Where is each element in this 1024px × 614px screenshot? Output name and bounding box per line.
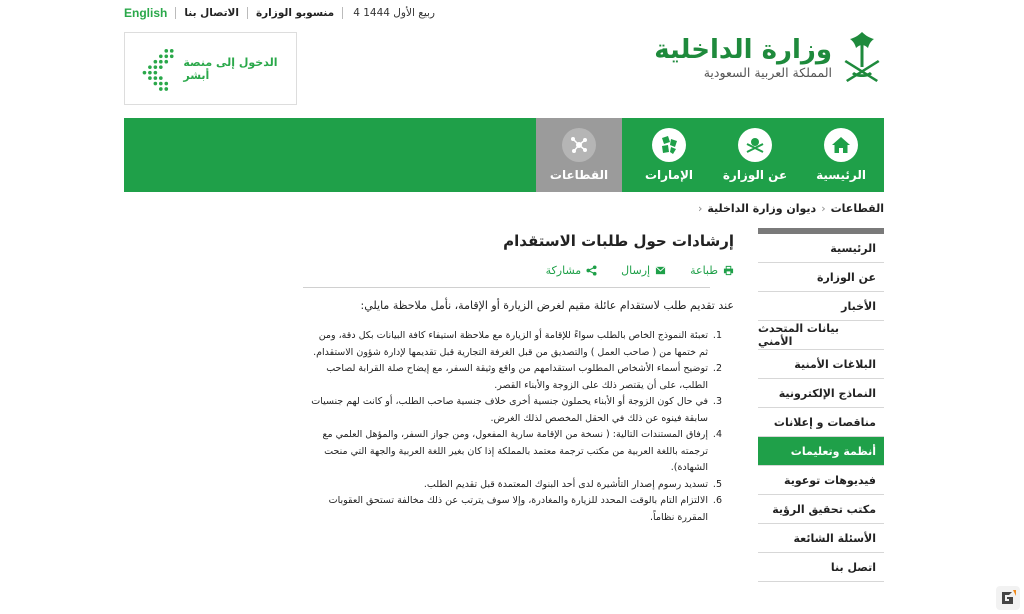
list-item: 4. إرفاق المستندات التالية: ( نسخة من الإقامة سارية المفعول، ومن جواز السفر، والمؤهل العلمي مع ترجمته باللغة العربية من مكتب ترجمة معتمد بالمملكة إذا كان بغير اللغة العربية والجهة التي منحت الشهادة). xyxy=(322,429,722,473)
logo-title: وزارة الداخلية xyxy=(654,35,832,65)
sidebar-item-e-forms[interactable]: النماذج الإلكترونية xyxy=(758,379,884,408)
ministry-logo[interactable] xyxy=(654,28,884,88)
list-item: 6. الالتزام التام بالوقت المحدد للزيارة والمغادرة، وإلا سوف يترتب عن ذلك مخالفة تستحق العقوبات المقررة نظاماً. xyxy=(328,495,722,523)
chevron-left-icon: ‹ xyxy=(821,202,826,215)
sidebar-item-news[interactable]: الأخبار xyxy=(758,292,884,321)
share-icon xyxy=(586,265,597,276)
absher-label: الدخول إلى منصة أبشر xyxy=(183,55,278,82)
nav-regions[interactable] xyxy=(626,118,712,192)
home-icon xyxy=(824,128,858,162)
share-label: مشاركة xyxy=(545,264,582,277)
nav-label: القطاعات xyxy=(549,168,609,182)
nav-home[interactable] xyxy=(798,118,884,192)
sidebar-item-about[interactable]: عن الوزارة xyxy=(758,263,884,292)
list-item: 1. تعبئة النموذج الخاص بالطلب سواءً للإقامة أو الزيارة مع ملاحظة استيفاء كافة البيانات بكل دقة، ومن ثم ختمها من ( صاحب العمل ) والتصديق من قبل الغرفة التجارية قبل تقديمها لإدارة شؤون الاستقدام. xyxy=(313,330,722,358)
sidebar-item-tenders[interactable]: مناقصات و إعلانات xyxy=(758,408,884,437)
nav-label: الرئيسية xyxy=(816,168,866,182)
list-item: 3. في حال كون الزوجة أو الأبناء يحملون جنسية أخرى خلاف جنسية صاحب الطلب، أو كانت لهم جنسيات سابقة فينوه عن ذلك في الحقل المخصص لذلك الغرض. xyxy=(311,396,722,424)
print-label: طباعة xyxy=(690,264,718,277)
nav-label: الإمارات xyxy=(644,168,694,182)
main-nav xyxy=(124,118,884,192)
separator xyxy=(342,7,343,19)
list-item: 2. توضيح أسماء الأشخاص المطلوب استقدامهم من واقع وثيقة السفر، مع إيضاح صلة القرابة لصاحب الطلب، على أن يقتصر ذلك على الزوجة والأبناء القصر. xyxy=(326,363,722,391)
regions-icon xyxy=(652,128,686,162)
contact-link[interactable]: الاتصال بنا xyxy=(184,7,239,19)
sidebar xyxy=(758,228,884,582)
sidebar-item-regulations[interactable]: أنظمة وتعليمات xyxy=(758,437,884,466)
english-link[interactable]: English xyxy=(124,6,168,20)
sidebar-item-home[interactable]: الرئيسية xyxy=(758,234,884,263)
staff-link[interactable]: منسوبو الوزارة xyxy=(255,7,335,19)
network-icon xyxy=(562,128,596,162)
breadcrumb-diwan[interactable]: ديوان وزارة الداخلية xyxy=(707,202,817,215)
nav-sectors[interactable] xyxy=(536,118,622,192)
separator xyxy=(175,7,176,19)
chevron-left-icon: ‹ xyxy=(697,202,703,215)
absher-login-button[interactable] xyxy=(124,32,297,105)
divider xyxy=(303,287,710,288)
print-button[interactable] xyxy=(690,264,734,277)
breadcrumb xyxy=(693,202,884,215)
action-bar xyxy=(522,264,734,277)
send-label: إرسال xyxy=(621,264,651,277)
emblem-icon xyxy=(738,128,772,162)
guidelines-list xyxy=(308,328,722,526)
nav-label: عن الوزارة xyxy=(722,168,788,182)
hijri-date: 4 ربيع الأول 1444 xyxy=(353,7,435,19)
page-title: إرشادات حول طلبات الاستقدام xyxy=(503,232,734,250)
intro-text: عند تقديم طلب لاستقدام عائلة مقيم لغرض الزيارة أو الإقامة، نأمل ملاحظة مايلي: xyxy=(360,299,734,312)
send-button[interactable] xyxy=(621,264,666,277)
logo-subtitle: المملكة العربية السعودية xyxy=(703,65,832,80)
sidebar-item-security-reports[interactable]: البلاغات الأمنية xyxy=(758,350,884,379)
top-bar xyxy=(124,0,884,26)
sidebar-item-spokesman[interactable]: بيانات المتحدث الأمني xyxy=(758,321,884,350)
nav-about[interactable] xyxy=(712,118,798,192)
list-item: 5. تسديد رسوم إصدار التأشيرة لدى أحد البنوك المعتمدة قبل تقديم الطلب. xyxy=(423,478,722,490)
sidebar-item-videos[interactable]: فيديوهات توعوية xyxy=(758,466,884,495)
sidebar-item-vision-office[interactable]: مكتب تحقيق الرؤية xyxy=(758,495,884,524)
envelope-icon xyxy=(655,265,666,276)
saudi-emblem-icon xyxy=(840,28,884,88)
share-button[interactable] xyxy=(546,264,598,277)
breadcrumb-sectors[interactable]: القطاعات xyxy=(830,202,884,215)
sidebar-item-faq[interactable]: الأسئلة الشائعة xyxy=(758,524,884,553)
print-icon xyxy=(723,265,734,276)
separator xyxy=(247,7,248,19)
sidebar-item-contact[interactable]: اتصل بنا xyxy=(758,553,884,582)
absher-dots-icon xyxy=(139,44,175,94)
corner-logo-icon xyxy=(996,586,1020,610)
